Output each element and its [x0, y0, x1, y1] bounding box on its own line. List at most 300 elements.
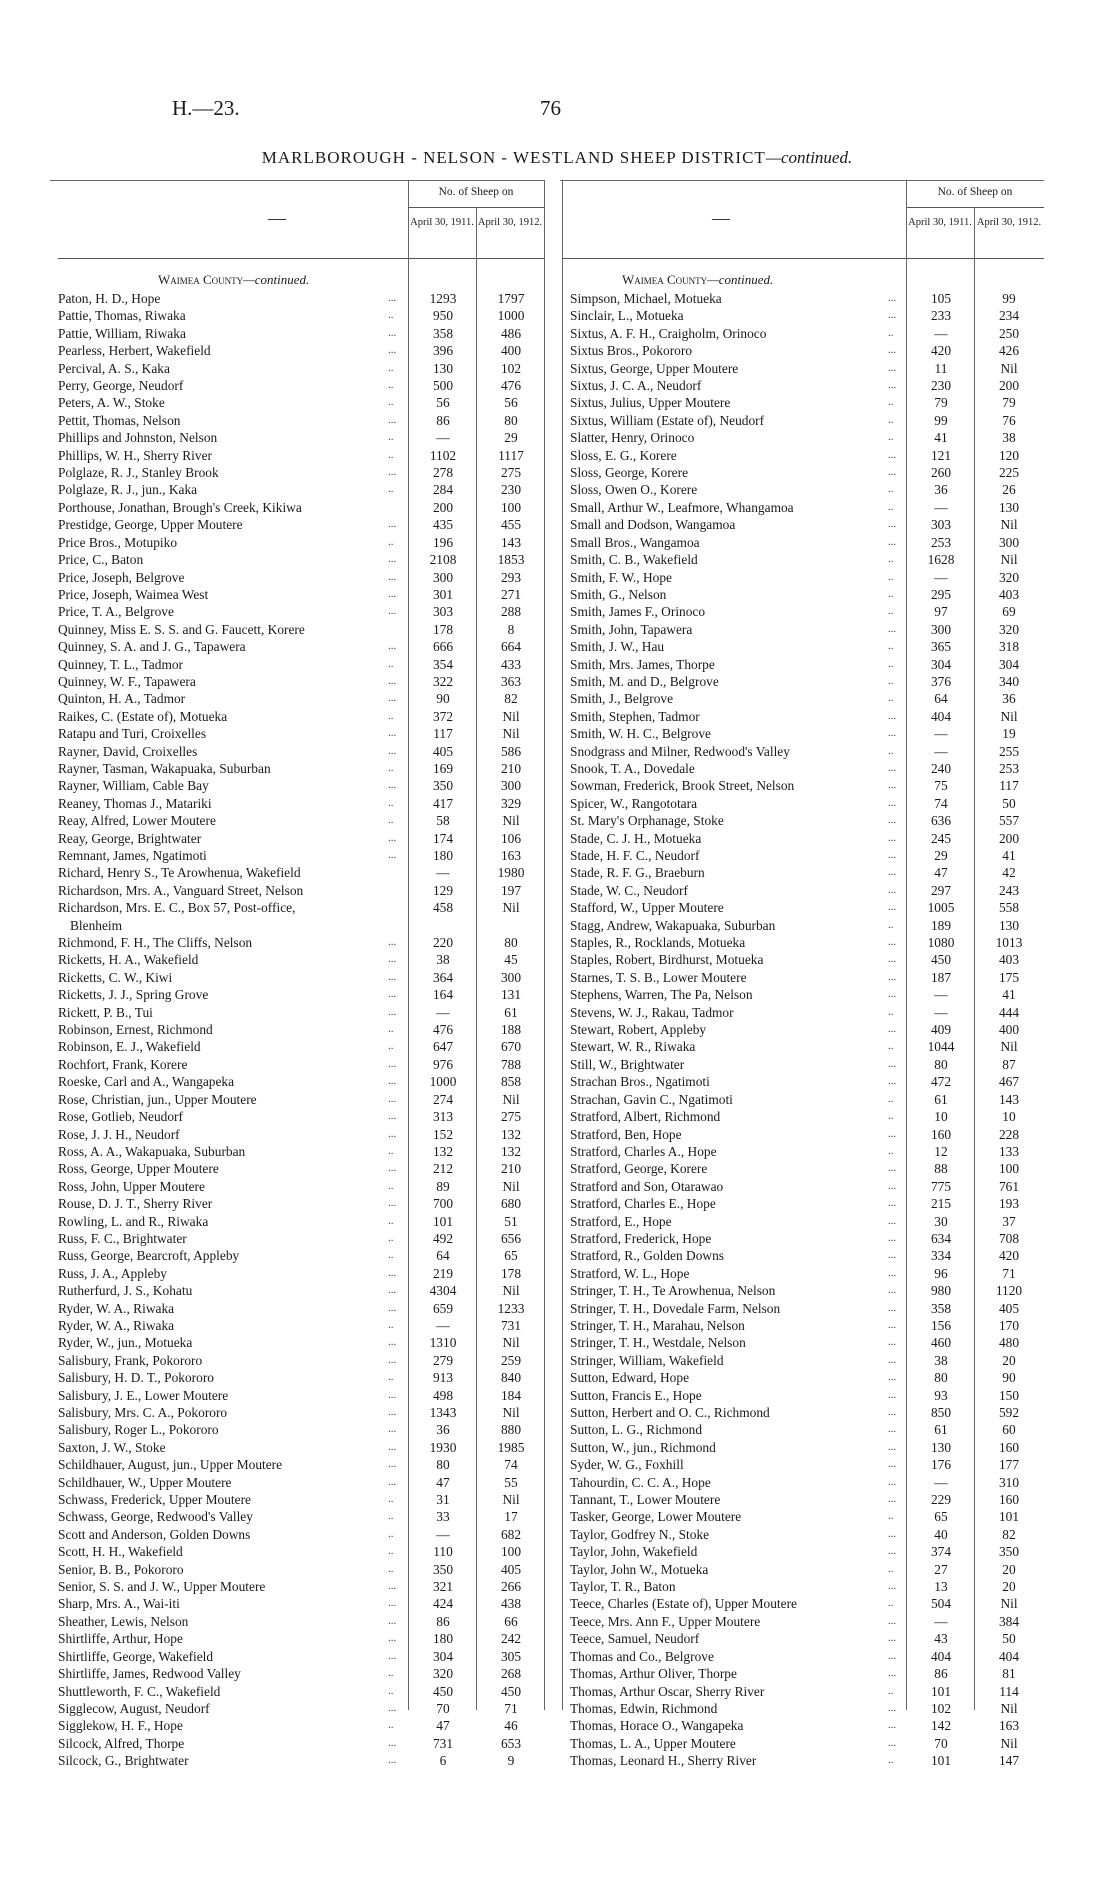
leader-dots: ... — [388, 831, 397, 844]
sheep-1912: 163 — [500, 848, 522, 863]
sheep-1911: 70 — [934, 1735, 948, 1751]
sheep-1911: 102 — [930, 1700, 952, 1716]
owner-name: Stafford, W., Upper Moutere — [570, 900, 724, 916]
sheep-1912: 480 — [998, 1335, 1020, 1351]
sheep-1912: 242 — [500, 1631, 522, 1647]
sheep-1912: 1797 — [497, 291, 525, 306]
owner-name: Porthouse, Jonathan, Brough's Creek, Kikiwa — [58, 499, 302, 515]
leader-dots: .. — [888, 570, 894, 583]
owner-name: Reay, Alfred, Lower Moutere — [58, 813, 216, 829]
sheep-1911: 56 — [436, 395, 450, 411]
sheep-1912: 403 — [998, 952, 1020, 968]
leader-dots: ... — [388, 326, 397, 339]
owner-name: Simpson, Michael, Motueka — [570, 291, 722, 306]
leader-dots: ... — [388, 953, 397, 966]
sheep-1912: 350 — [998, 1544, 1020, 1560]
owner-name: Stringer, T. H., Dovedale Farm, Nelson — [570, 1300, 781, 1316]
sheep-1912: 26 — [1002, 482, 1016, 498]
sheep-1911: 212 — [432, 1161, 454, 1177]
sheep-1912: 405 — [500, 1561, 522, 1577]
sheep-1911: 164 — [432, 987, 454, 1003]
owner-name: Still, W., Brightwater — [570, 1056, 685, 1072]
sheep-1912: Nil — [1000, 1735, 1018, 1751]
owner-name: Phillips and Johnston, Nelson — [58, 430, 218, 446]
leader-dots: ... — [388, 553, 397, 566]
leader-dots: ... — [388, 1458, 397, 1471]
owner-name: Sixtus, A. F. H., Craigholm, Orinoco — [570, 325, 767, 341]
sheep-1912: 592 — [998, 1405, 1020, 1420]
leader-dots: .. — [888, 640, 894, 653]
owner-name: Phillips, W. H., Sherry River — [58, 447, 212, 463]
leader-dots: ... — [388, 1736, 397, 1749]
sheep-1912: 230 — [500, 482, 522, 498]
owner-name: Salisbury, H. D. T., Pokororo — [58, 1370, 214, 1386]
owner-name: Teece, Samuel, Neudorf — [570, 1631, 700, 1647]
leader-dots: ... — [888, 1214, 897, 1227]
sheep-1912: 46 — [504, 1718, 518, 1734]
sheep-1912: 788 — [500, 1056, 522, 1072]
sheep-1911: 334 — [930, 1248, 952, 1264]
sheep-1912: 120 — [998, 447, 1020, 463]
leader-dots: ... — [388, 292, 397, 304]
sheep-1912: 71 — [1002, 1265, 1016, 1281]
sheep-1911: — — [436, 1004, 450, 1020]
sheep-1911: 156 — [930, 1317, 952, 1333]
sheep-1912: 101 — [998, 1509, 1020, 1525]
sheep-1911: 731 — [432, 1735, 454, 1751]
owner-name: Paton, H. D., Hope — [58, 291, 161, 306]
col-divider — [906, 180, 907, 1710]
sheep-1911: 196 — [432, 534, 454, 550]
sheep-1912: 99 — [1002, 291, 1016, 306]
owner-name: Stewart, Robert, Appleby — [570, 1022, 707, 1038]
leader-dots: ... — [388, 1423, 397, 1436]
col-divider — [476, 207, 477, 1710]
sheep-1911: — — [934, 726, 948, 742]
owner-name: Smith, J., Belgrove — [570, 691, 674, 707]
leader-dots: .. — [388, 483, 394, 496]
sheep-1912: 840 — [500, 1370, 522, 1386]
sheep-1912: 708 — [998, 1230, 1020, 1246]
leader-dots: .. — [888, 1144, 894, 1157]
leader-dots: ... — [888, 1057, 897, 1070]
owner-name: Sloss, Owen O., Korere — [570, 482, 698, 498]
owner-name: Prestidge, George, Upper Moutere — [58, 517, 243, 533]
col-divider — [408, 180, 409, 1710]
sheep-1912: 100 — [998, 1161, 1020, 1177]
sheep-1912: 130 — [998, 499, 1020, 515]
sheep-1912: 1853 — [497, 552, 525, 568]
leader-dots: .. — [388, 361, 394, 374]
owner-name: Thomas, Arthur Oscar, Sherry River — [570, 1683, 765, 1699]
owner-name: Ryder, W. A., Riwaka — [58, 1300, 175, 1316]
sheep-1912: 50 — [1002, 1631, 1016, 1647]
sheep-1912: 42 — [1002, 865, 1016, 881]
leader-dots: .. — [888, 918, 894, 931]
owner-name: Russ, F. C., Brightwater — [58, 1230, 187, 1246]
leader-dots: .. — [388, 709, 394, 722]
sheep-1911: 61 — [934, 1091, 948, 1107]
sheep-1911: 420 — [930, 343, 952, 359]
leader-dots: ... — [888, 379, 897, 392]
owner-name: Stephens, Warren, The Pa, Nelson — [570, 987, 753, 1003]
leader-dots: .. — [388, 796, 394, 809]
sheep-1911: 70 — [436, 1700, 450, 1716]
sheep-1912: 288 — [500, 604, 522, 620]
owner-name: Reaney, Thomas J., Matariki — [58, 795, 212, 811]
sheep-1911: 374 — [930, 1544, 952, 1560]
sheep-1911: 647 — [432, 1039, 454, 1055]
leader-dots: .. — [888, 587, 894, 600]
sheep-1912: Nil — [502, 1091, 520, 1107]
sheep-1911: 65 — [934, 1509, 948, 1525]
leader-dots: ... — [888, 1371, 897, 1384]
leader-dots: ... — [388, 1597, 397, 1610]
sheep-1911: 404 — [930, 1648, 952, 1664]
owner-name: Sutton, L. G., Richmond — [570, 1422, 703, 1438]
sheep-1912: 228 — [998, 1126, 1020, 1142]
sheep-1911: 169 — [432, 760, 454, 776]
leader-dots: .. — [388, 1493, 394, 1506]
sheep-1912: 682 — [500, 1526, 522, 1542]
owner-name: Stratford, Charles E., Hope — [570, 1196, 716, 1212]
sheep-1912: 131 — [500, 987, 522, 1003]
sheep-1911: 110 — [433, 1544, 453, 1560]
sheep-1911: 350 — [432, 778, 454, 794]
sheep-1912: 147 — [998, 1753, 1020, 1769]
sheep-1912: 20 — [1002, 1579, 1016, 1595]
sheep-1911: 64 — [934, 691, 948, 707]
owner-name: Richardson, Mrs. E. C., Box 57, Post-office, — [58, 900, 296, 916]
sheep-1912: Nil — [502, 1492, 520, 1508]
owner-name: Strachan, Gavin C., Ngatimoti — [570, 1091, 733, 1107]
sheep-1912: 426 — [998, 343, 1020, 359]
owner-name: Small Bros., Wangamoa — [570, 534, 700, 550]
owner-name: Ross, John, Upper Moutere — [58, 1178, 205, 1194]
sheep-1912: 680 — [500, 1196, 522, 1212]
owner-name: Pattie, Thomas, Riwaka — [58, 308, 186, 324]
right-column — [562, 180, 1044, 1769]
sheep-1911: 350 — [432, 1561, 454, 1577]
leader-dots: ... — [888, 727, 897, 740]
sheep-1911: 435 — [432, 517, 454, 533]
owner-name: Staples, Robert, Birdhurst, Motueka — [570, 952, 764, 968]
leader-dots: ... — [888, 466, 897, 479]
leader-dots: ... — [888, 1614, 897, 1627]
leader-dots: .. — [888, 1510, 894, 1523]
sheep-1911: 97 — [934, 604, 948, 620]
leader-dots: .. — [388, 1144, 394, 1157]
sheep-1911: 10 — [934, 1109, 948, 1125]
owner-name: Schildhauer, W., Upper Moutere — [58, 1474, 232, 1490]
owner-name: Taylor, John, Wakefield — [570, 1544, 698, 1560]
sheep-1912: Nil — [502, 708, 520, 724]
owner-name: Syder, W. G., Foxhill — [570, 1457, 684, 1473]
owner-name: Salisbury, Frank, Pokororo — [58, 1352, 203, 1368]
sheep-1911: 274 — [432, 1091, 454, 1107]
sheep-1911: — — [436, 1317, 450, 1333]
sheep-1912: 1120 — [995, 1283, 1023, 1299]
owner-name: Stratford, Ben, Hope — [570, 1126, 682, 1142]
sheep-1911: 178 — [432, 621, 454, 637]
leader-dots: ... — [888, 1423, 897, 1436]
leader-dots: ... — [388, 1075, 397, 1088]
sheep-1911: 358 — [432, 325, 454, 341]
leader-dots: ... — [888, 1301, 897, 1314]
sheep-1911: 61 — [934, 1422, 948, 1438]
sheep-1911: 1343 — [429, 1405, 457, 1420]
sheep-1911: 260 — [930, 465, 952, 481]
leader-dots: ... — [388, 587, 397, 600]
sheep-1912: Nil — [1000, 360, 1018, 376]
sheep-1912: Nil — [502, 1178, 520, 1194]
leader-dots: ... — [388, 1440, 397, 1453]
owner-name: Quinney, Miss E. S. S. and G. Faucett, Korere — [58, 621, 305, 637]
sheep-1911: — — [436, 1526, 450, 1542]
sheep-1911: 320 — [432, 1666, 454, 1682]
sheep-1911: 1930 — [429, 1439, 457, 1455]
leader-dots: ... — [388, 1632, 397, 1645]
sheep-1912: 250 — [998, 325, 1020, 341]
sheep-1911: 47 — [436, 1718, 450, 1734]
leader-dots: ... — [388, 1127, 397, 1140]
sheep-1912: 243 — [998, 882, 1020, 898]
owner-name: Percival, A. S., Kaka — [58, 360, 170, 376]
owner-name: Sutton, W., jun., Richmond — [570, 1439, 716, 1455]
leader-dots: .. — [888, 1597, 894, 1610]
leader-dots: ... — [388, 1197, 397, 1210]
owner-name: Sigglecow, August, Neudorf — [58, 1700, 210, 1716]
owner-name: Salisbury, Roger L., Pokororo — [58, 1422, 219, 1438]
leader-dots: .. — [888, 413, 894, 426]
owner-name: Tasker, George, Lower Moutere — [570, 1509, 742, 1525]
sheep-1911: 129 — [432, 882, 454, 898]
leader-dots: ... — [388, 727, 397, 740]
sheep-1911: 93 — [934, 1387, 948, 1403]
sheep-1911: 424 — [432, 1596, 454, 1612]
sheep-1912: 29 — [504, 430, 518, 446]
sheep-1912: 420 — [998, 1248, 1020, 1264]
sheep-1912: 255 — [998, 743, 1020, 759]
sheep-1912: 318 — [998, 639, 1020, 655]
owner-name: Starnes, T. S. B., Lower Moutere — [570, 969, 747, 985]
sheep-1911: 229 — [930, 1492, 952, 1508]
sheep-1912: 300 — [500, 778, 522, 794]
sheep-1912: Nil — [502, 813, 520, 829]
county-heading — [158, 272, 309, 288]
owner-name: Thomas, Edwin, Richmond — [570, 1700, 718, 1716]
owner-name: Raikes, C. (Estate of), Motueka — [58, 708, 228, 724]
leader-dots: ... — [888, 1023, 897, 1036]
sheep-1912: 117 — [999, 778, 1019, 794]
owner-name: Stratford, Charles A., Hope — [570, 1143, 717, 1159]
owner-name: Remnant, James, Ngatimoti — [58, 848, 207, 863]
page-number: 76 — [540, 96, 561, 120]
owner-name: Rowling, L. and R., Riwaka — [58, 1213, 209, 1229]
owner-name: Salisbury, J. E., Lower Moutere — [58, 1387, 229, 1403]
sheep-1912: 79 — [1002, 395, 1016, 411]
sheep-1911: 396 — [432, 343, 454, 359]
owner-name: Sixtus Bros., Pokororo — [570, 343, 693, 359]
owner-name: Price, T. A., Belgrove — [58, 604, 174, 620]
sheep-1911: 176 — [930, 1457, 952, 1473]
sheep-1912: 41 — [1002, 848, 1016, 863]
leader-dots: ... — [888, 1580, 897, 1593]
left-table-header — [58, 180, 544, 259]
leader-dots: .. — [388, 1318, 394, 1331]
owner-name: Ross, A. A., Wakapuaka, Suburban — [58, 1143, 246, 1159]
sheep-1912: 268 — [500, 1666, 522, 1682]
leader-dots: .. — [888, 1684, 894, 1697]
sheep-1911: 33 — [436, 1509, 450, 1525]
sheep-1912: 400 — [500, 343, 522, 359]
sheep-1911: 417 — [432, 795, 454, 811]
owner-name: Stratford and Son, Otarawao — [570, 1178, 724, 1194]
sheep-1911: 636 — [930, 813, 952, 829]
leader-dots: .. — [388, 448, 394, 461]
sheep-1911: 950 — [432, 308, 454, 324]
sheep-1911: 659 — [432, 1300, 454, 1316]
sheep-1911: 187 — [930, 969, 952, 985]
sheep-1912: 404 — [998, 1648, 1020, 1664]
county-suffix: —continued. — [243, 272, 310, 287]
header-sheep-label: No. of Sheep on — [438, 186, 514, 198]
sheep-1912: 653 — [500, 1735, 522, 1751]
sheep-1911: 354 — [432, 656, 454, 672]
sheep-1912: 132 — [500, 1143, 522, 1159]
owner-name: Richardson, Mrs. A., Vanguard Street, Nelson — [58, 882, 304, 898]
sheep-1912: 197 — [500, 882, 522, 898]
leader-dots: ... — [888, 1127, 897, 1140]
owner-name: Smith, J. W., Hau — [570, 639, 665, 655]
owner-name: Quinney, W. F., Tapawera — [58, 673, 196, 689]
sheep-1912: 433 — [500, 656, 522, 672]
sheep-1912: 858 — [500, 1074, 522, 1090]
sheep-1912: 1117 — [498, 447, 524, 463]
sheep-1911: 27 — [934, 1561, 948, 1577]
leader-dots: ... — [388, 1284, 397, 1297]
sheep-1911: 90 — [436, 691, 450, 707]
sheep-1911: 850 — [930, 1405, 952, 1420]
sheep-1911: 12 — [934, 1143, 948, 1159]
sheep-1912: 731 — [500, 1317, 522, 1333]
sheep-1912: 65 — [504, 1248, 518, 1264]
sheep-1912: 61 — [504, 1004, 518, 1020]
sheep-1912: Nil — [502, 1335, 520, 1351]
owner-name: Thomas, Horace O., Wangapeka — [570, 1718, 744, 1734]
owner-name: Small and Dodson, Wangamoa — [570, 517, 736, 533]
sheep-1912: Nil — [1000, 517, 1018, 533]
owner-name: Silcock, G., Brightwater — [58, 1753, 189, 1769]
sheep-1912: 656 — [500, 1230, 522, 1246]
sheep-1912: 275 — [500, 465, 522, 481]
sheep-1911: 278 — [432, 465, 454, 481]
sheep-1911: 245 — [930, 830, 952, 846]
sheep-1911: 189 — [930, 917, 952, 933]
owner-name: Sowman, Frederick, Brook Street, Nelson — [570, 778, 795, 794]
owner-name: Pearless, Herbert, Wakefield — [58, 343, 211, 359]
leader-dots: ... — [888, 1719, 897, 1732]
leader-dots: .. — [388, 814, 394, 827]
leader-dots: ... — [388, 1649, 397, 1662]
leader-dots: ... — [388, 1406, 397, 1418]
owner-name: Rose, Gotlieb, Neudorf — [58, 1109, 183, 1125]
leader-dots: .. — [388, 1510, 394, 1523]
sheep-1912: 66 — [504, 1613, 518, 1629]
sheep-1912: Nil — [1000, 1700, 1018, 1716]
leader-dots: .. — [888, 605, 894, 618]
sheep-1911: 376 — [930, 673, 952, 689]
owner-name: Price, C., Baton — [58, 552, 144, 568]
leader-dots: ... — [888, 1545, 897, 1558]
leader-dots: ... — [888, 1458, 897, 1471]
leader-dots: .. — [388, 1562, 394, 1575]
sheep-1911: 1044 — [927, 1039, 955, 1055]
sheep-1911: 11 — [934, 360, 948, 376]
owner-name: Stade, W. C., Neudorf — [570, 882, 688, 898]
leader-dots: ... — [388, 988, 397, 1001]
sheep-1912: 664 — [500, 639, 522, 655]
sheep-1912: 400 — [998, 1022, 1020, 1038]
owner-name: Richmond, F. H., The Cliffs, Nelson — [58, 935, 253, 951]
sheep-1911: 29 — [934, 848, 948, 863]
owner-name: Smith, Mrs. James, Thorpe — [570, 656, 715, 672]
owner-name: Polglaze, R. J., Stanley Brook — [58, 465, 219, 481]
leader-dots: ... — [888, 1649, 897, 1662]
sheep-1912: Nil — [502, 726, 520, 742]
sheep-1911: 86 — [436, 1613, 450, 1629]
owner-name: Russ, J. A., Appleby — [58, 1265, 168, 1281]
sheep-1911: 303 — [930, 517, 952, 533]
sheep-1912: 80 — [504, 412, 518, 428]
sheep-1911: 405 — [432, 743, 454, 759]
sheep-1911: — — [934, 499, 948, 515]
sheep-1911: 253 — [930, 534, 952, 550]
sheep-1912: 467 — [998, 1074, 1020, 1090]
sheep-1911: 142 — [930, 1718, 952, 1734]
title-main: MARLBOROUGH - NELSON - WESTLAND SHEEP DISTRICT — [261, 148, 766, 167]
owner-name: Stade, R. F. G., Braeburn — [570, 865, 705, 881]
owner-name: Senior, S. S. and J. W., Upper Moutere — [58, 1579, 266, 1595]
sheep-1911: 1293 — [429, 291, 457, 306]
leader-dots: ... — [388, 936, 397, 949]
owner-name: Stringer, T. H., Marahau, Nelson — [570, 1317, 745, 1333]
owner-name: Ricketts, H. A., Wakefield — [58, 952, 199, 968]
owner-name: Shuttleworth, F. C., Wakefield — [58, 1683, 221, 1699]
sheep-1912: 100 — [500, 499, 522, 515]
sheep-1911: 30 — [934, 1213, 948, 1229]
owner-name: Rayner, William, Cable Bay — [58, 778, 209, 794]
sheep-1911: 913 — [432, 1370, 454, 1386]
sheep-1911: 38 — [934, 1352, 948, 1368]
sheep-1911: 117 — [433, 726, 453, 742]
sheep-1911: 75 — [934, 778, 948, 794]
sheep-1911: — — [934, 987, 948, 1003]
leader-dots: ... — [888, 1179, 897, 1192]
sheep-1911: 404 — [930, 708, 952, 724]
sheep-1912: 175 — [998, 969, 1020, 985]
owner-name: Small, Arthur W., Leafmore, Whangamoa — [570, 499, 794, 515]
sheep-1911: — — [436, 865, 450, 881]
sheep-1911: 80 — [934, 1370, 948, 1386]
sheep-1911: — — [934, 1474, 948, 1490]
right-table-header — [562, 180, 1044, 259]
leader-dots: .. — [888, 1092, 894, 1105]
leader-dots: ... — [888, 1527, 897, 1540]
sheep-1911: 215 — [930, 1196, 952, 1212]
sheep-1912: 38 — [1002, 430, 1016, 446]
leader-dots: .. — [388, 761, 394, 774]
